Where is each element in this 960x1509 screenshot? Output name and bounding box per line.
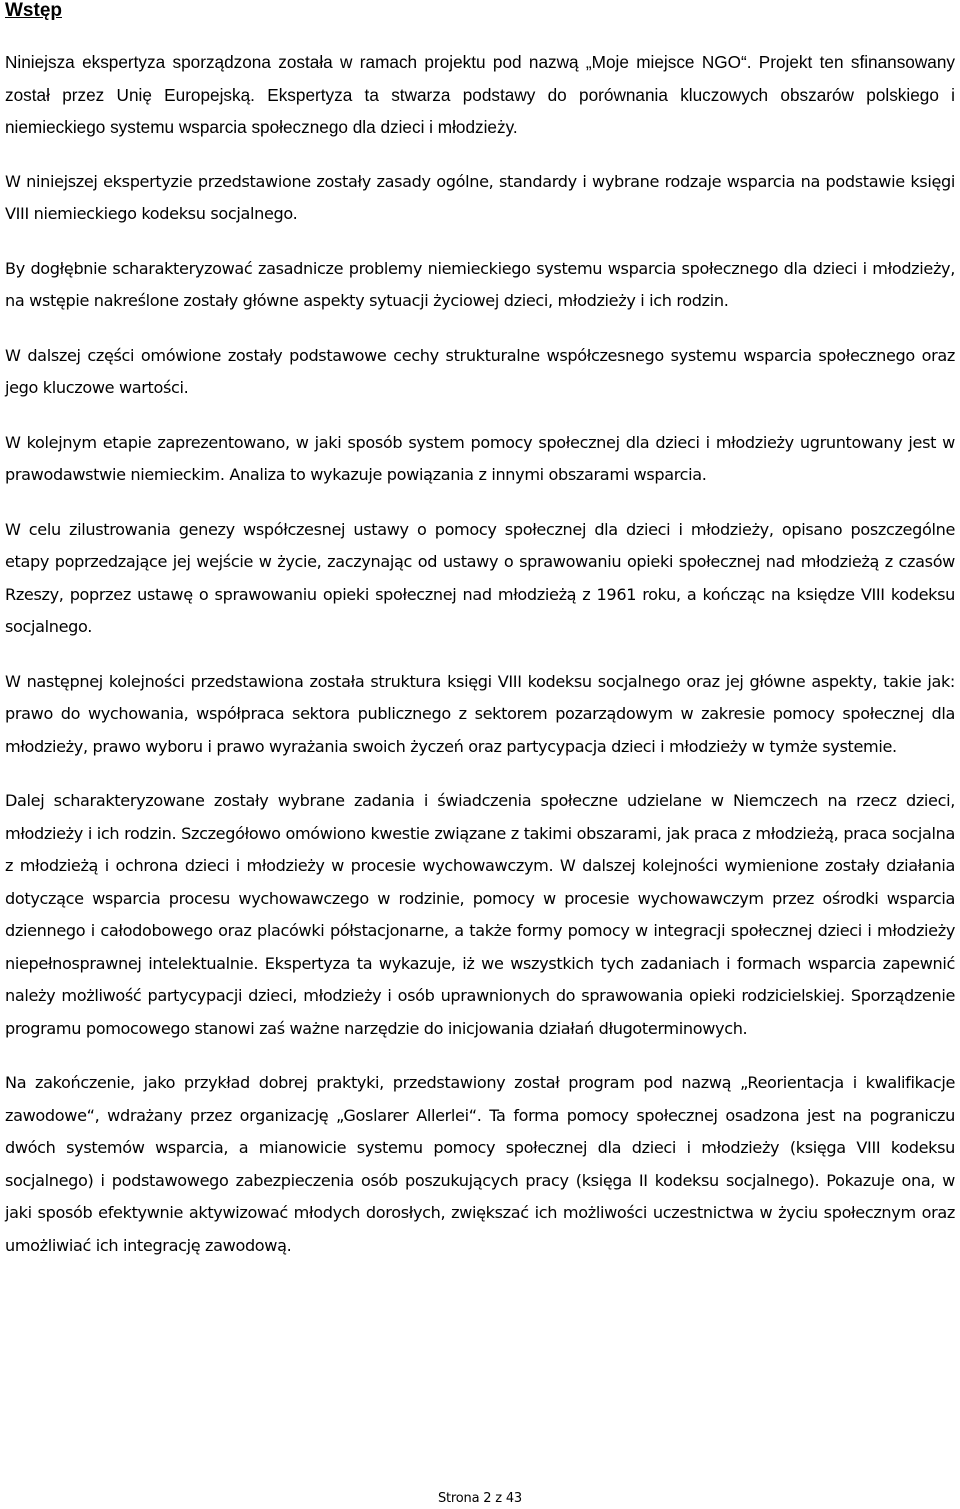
paragraph-7: W następnej kolejności przedstawiona została struktura księgi VIII kodeksu socjalnego oraz jej główne aspekty, takie jak: prawo do wychowania, współpraca sektora publicznego z sektorem pozarządowym w zakresie pomocy społecznej dla młodzieży, prawo wyboru i prawo wyrażania swoich życzeń oraz partycypacja dzieci i młodzieży w tymże systemie. bbox=[5, 671, 955, 756]
paragraph-6: W celu zilustrowania genezy współczesnej ustawy o pomocy społecznej dla dzieci i młodzieży, opisano poszczególne etapy poprzedzające jej wejście w życie, zaczynając od ustawy o sprawowaniu opieki społecznej nad młodzieżą z czasów Rzeszy, poprzez ustawę o sprawowaniu opieki społecznej nad młodzieżą z 1961 roku, a kończąc na księdze VIII kodeksu socjalnego. bbox=[5, 519, 955, 636]
page-number-footer: Strona 2 z 43 bbox=[437, 1491, 522, 1506]
paragraph-8: Dalej scharakteryzowane zostały wybrane zadania i świadczenia społeczne udzielane w Niemczech na rzecz dzieci, młodzieży i ich rodzin. Szczegółowo omówiono kwestie związane z takimi obszarami, jak praca z młodzieżą, praca socjalna z młodzieżą i ochrona dzieci i młodzieży w procesie wychowawczym. W dalszej kolejności wymienione zostały działania dotyczące wsparcia procesu wychowawczego w rodzinie, pomocy w procesie wychowawczym przez ośrodki wsparcia dziennego i całodobowego oraz placówki półstacjonarne, a także formy pomocy w integracji społecznej dzieci i młodzieży niepełnosprawnej intelektualnie. Ekspertyza ta wykazuje, iż we wszystkich tych zadaniach i formach wsparcia zapewnić należy możliwość partycypacji dzieci, młodzieży i osób uprawnionych do sprawowania opieki rodzicielskiej. Sporządzenie programu pomocowego stanowi zaś ważne narzędzie do inicjowania działań długoterminowych. bbox=[5, 791, 955, 1038]
paragraph-3: By dogłębnie scharakteryzować zasadnicze problemy niemieckiego systemu wsparcia społecznego dla dzieci i młodzieży, na wstępie nakreślone zostały główne aspekty sytuacji życiowej dzieci, młodzieży i ich rodzin. bbox=[5, 258, 955, 310]
paragraph-2: W niniejszej ekspertyzie przedstawione zostały zasady ogólne, standardy i wybrane rodzaje wsparcia na podstawie księgi VIII niemieckiego kodeksu socjalnego. bbox=[5, 171, 955, 223]
paragraph-1: Niniejsza ekspertyza sporządzona została w ramach projektu pod nazwą „Moje miejsce NGO“. Projekt ten sfinansowany został przez Unię Europejską. Ekspertyza ta stwarza podstawy do porównania kluczowych obszarów polskiego i niemieckiego systemu wsparcia społecznego dla dzieci i młodzieży. bbox=[5, 52, 955, 137]
paragraph-5: W kolejnym etapie zaprezentowano, w jaki sposób system pomocy społecznej dla dzieci i młodzieży ugruntowany jest w prawodawstwie niemieckim. Analiza to wykazuje powiązania z innymi obszarami wsparcia. bbox=[5, 432, 955, 484]
section-heading: Wstęp bbox=[5, 0, 62, 21]
paragraph-9: Na zakończenie, jako przykład dobrej praktyki, przedstawiony został program pod nazwą „Reorientacja i kwalifikacje zawodowe“, wdrażany przez organizację „Goslarer Allerlei“. Ta forma pomocy społecznej osadzona jest na pograniczu dwóch systemów wsparcia, a mianowicie systemu pomocy społecznej dla dzieci i młodzieży (księga VIII kodeksu socjalnego) i podstawowego zabezpieczenia osób poszukujących pracy (księga II kodeksu socjalnego). Pokazuje ona, w jaki sposób efektywnie aktywizować młodych dorosłych, zwiększać ich możliwości uczestnictwa w życiu społecznym oraz umożliwiać ich integrację zawodową. bbox=[5, 1073, 955, 1255]
document-page bbox=[5, 0, 955, 1509]
body-text bbox=[5, 46, 955, 1284]
paragraph-4: W dalszej części omówione zostały podstawowe cechy strukturalne współczesnego systemu wsparcia społecznego oraz jego kluczowe wartości. bbox=[5, 345, 955, 397]
